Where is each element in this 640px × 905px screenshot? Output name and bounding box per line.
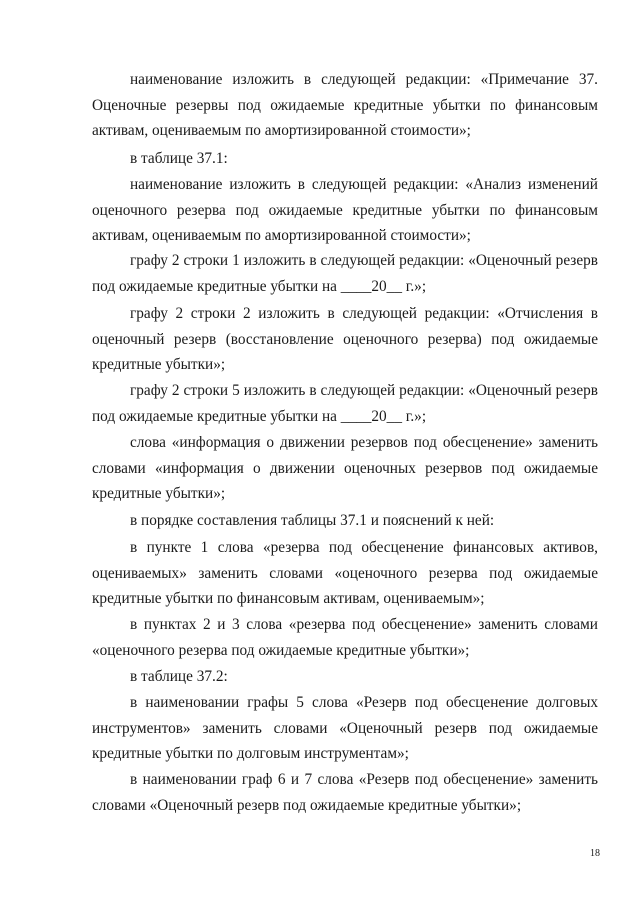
paragraph: в пункте 1 слова «резерва под обесценение финансовых активов, оцениваемых» заменить словами «оценочного резерва под ожидаемые кредитные убытки по финансовым активам, оцениваемым»; bbox=[92, 539, 598, 607]
paragraph: в таблице 37.2: bbox=[130, 668, 228, 685]
paragraph: наименование изложить в следующей редакции: «Анализ изменений оценочного резерва под ожидаемые кредитные убытки по финансовым активам, оцениваемым по амортизированной стоимости»; bbox=[92, 176, 598, 244]
paragraph: в порядке составления таблицы 37.1 и пояснений к ней: bbox=[130, 512, 495, 529]
paragraph: в таблице 37.1: bbox=[130, 150, 228, 167]
paragraph: графу 2 строки 2 изложить в следующей редакции: «Отчисления в оценочный резерв (восстановление оценочного резерва) под ожидаемые кредитные убытки»; bbox=[92, 305, 598, 373]
page-number: 18 bbox=[590, 848, 600, 859]
paragraph: графу 2 строки 5 изложить в следующей редакции: «Оценочный резерв под ожидаемые кредитные убытки на ____20__ г.»; bbox=[92, 382, 598, 425]
paragraph: в пунктах 2 и 3 слова «резерва под обесценение» заменить словами «оценочного резерва под ожидаемые кредитные убытки»; bbox=[92, 616, 598, 659]
paragraph: в наименовании графы 5 слова «Резерв под обесценение долговых инструментов» заменить словами «Оценочный резерв под ожидаемые кредитные убытки по долговым инструментам»; bbox=[92, 694, 598, 762]
paragraph: графу 2 строки 1 изложить в следующей редакции: «Оценочный резерв под ожидаемые кредитные убытки на ____20__ г.»; bbox=[92, 252, 598, 295]
paragraph: слова «информация о движении резервов под обесценение» заменить словами «информация о движении оценочных резервов под ожидаемые кредитные убытки»; bbox=[92, 434, 598, 502]
paragraph: в наименовании граф 6 и 7 слова «Резерв под обесценение» заменить словами «Оценочный резерв под ожидаемые кредитные убытки»; bbox=[92, 771, 598, 814]
paragraph: наименование изложить в следующей редакции: «Примечание 37. Оценочные резервы под ожидаемые кредитные убытки по финансовым активам, оцениваемым по амортизированной стоимости»; bbox=[92, 71, 598, 139]
